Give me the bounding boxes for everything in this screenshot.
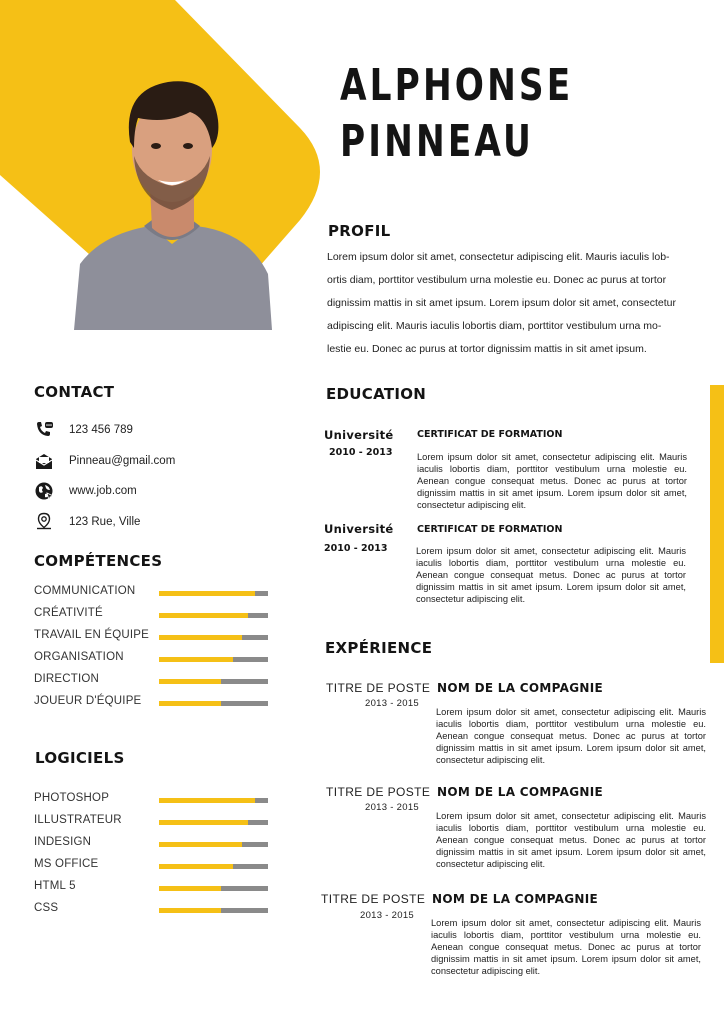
profile-line: ortis diam, porttitor vestibulum urna molestie eu. Donec ac purus at tortor bbox=[327, 274, 667, 286]
skill-label: COMMUNICATION bbox=[34, 585, 136, 597]
job-years: 2013 - 2015 bbox=[365, 698, 420, 709]
contact-phone-text: 123 456 789 bbox=[69, 424, 133, 436]
software-label: HTML 5 bbox=[34, 880, 76, 892]
job-position: TITRE DE POSTE bbox=[321, 892, 426, 906]
skill-bar bbox=[159, 679, 268, 684]
side-accent-bar bbox=[710, 385, 724, 663]
software-row bbox=[34, 813, 270, 831]
software-bar bbox=[159, 886, 268, 891]
profile-line: dignissim mattis in sit amet ipsum. Lorem ipsum dolor sit amet, consectetur bbox=[327, 297, 676, 309]
software-bar bbox=[159, 798, 268, 803]
skill-bar bbox=[159, 657, 268, 662]
skill-label: JOUEUR D'ÉQUIPE bbox=[34, 695, 142, 707]
job-years: 2013 - 2015 bbox=[365, 802, 420, 813]
software-row bbox=[34, 901, 270, 919]
education-degree: CERTIFICAT DE FORMATION bbox=[417, 524, 563, 535]
skill-row bbox=[34, 584, 270, 602]
software-label: MS OFFICE bbox=[34, 858, 99, 870]
software-bar-fill bbox=[159, 886, 221, 891]
software-bar bbox=[159, 820, 268, 825]
contact-website[interactable] bbox=[34, 480, 137, 502]
last-name: PINNEAU bbox=[340, 116, 535, 167]
job-description: Lorem ipsum dolor sit amet, consectetur adipiscing elit. Mauris iaculis lobortis diam, porttitor vestibulum urna molestie eu. Aenean congue consequat metus. Donec ac purus at tortor dignissim mattis in sit amet ipsum. Lorem ipsum dolor sit amet, consectetur adipiscing elit. bbox=[436, 707, 706, 765]
profile-photo bbox=[72, 68, 272, 330]
location-pin-icon bbox=[34, 512, 54, 532]
skill-bar-fill bbox=[159, 635, 242, 640]
software-label: CSS bbox=[34, 902, 59, 914]
software-title: LOGICIELS bbox=[35, 749, 125, 767]
education-degree: CERTIFICAT DE FORMATION bbox=[417, 429, 563, 440]
software-bar bbox=[159, 842, 268, 847]
phone-icon bbox=[34, 420, 54, 440]
education-description: Lorem ipsum dolor sit amet, consectetur adipiscing elit. Mauris iaculis lobortis diam, porttitor vestibulum urna molestie eu. Aenean congue consequat metus. Donec ac purus at tortor dignissim mattis in sit amet ipsum. Lorem ipsum dolor sit amet, consectetur adipiscing elit. bbox=[416, 546, 686, 604]
education-years: 2010 - 2013 bbox=[329, 447, 393, 458]
education-school: Université bbox=[324, 428, 394, 442]
skill-label: DIRECTION bbox=[34, 673, 100, 685]
contact-address bbox=[34, 511, 141, 533]
skill-bar bbox=[159, 635, 268, 640]
mail-icon bbox=[34, 451, 54, 471]
software-label: ILLUSTRATEUR bbox=[34, 814, 122, 826]
skills-title: COMPÉTENCES bbox=[34, 552, 163, 570]
skill-bar bbox=[159, 701, 268, 706]
skill-bar-fill bbox=[159, 591, 255, 596]
contact-title: CONTACT bbox=[34, 383, 115, 401]
job-company: NOM DE LA COMPAGNIE bbox=[432, 892, 598, 906]
profile-text bbox=[327, 246, 707, 361]
software-row bbox=[34, 879, 270, 897]
profile-line: Lorem ipsum dolor sit amet, consectetur adipiscing elit. Mauris iaculis lob- bbox=[327, 251, 670, 263]
education-title: EDUCATION bbox=[326, 385, 427, 403]
profile-line: lestie eu. Donec ac purus at tortor dignissim mattis in sit amet ipsum. bbox=[327, 343, 647, 355]
contact-email[interactable] bbox=[34, 450, 176, 472]
education-school: Université bbox=[324, 522, 394, 536]
skill-label: TRAVAIL EN ÉQUIPE bbox=[34, 629, 150, 641]
skill-row bbox=[34, 672, 270, 690]
software-bar-fill bbox=[159, 820, 248, 825]
globe-icon bbox=[34, 481, 54, 501]
software-bar-fill bbox=[159, 864, 233, 869]
skill-bar-fill bbox=[159, 679, 221, 684]
skill-bar bbox=[159, 613, 268, 618]
software-label: INDESIGN bbox=[34, 836, 92, 848]
contact-website-text[interactable]: www.job.com bbox=[69, 485, 137, 497]
contact-phone bbox=[34, 419, 133, 441]
software-bar-fill bbox=[159, 908, 221, 913]
software-bar-fill bbox=[159, 798, 255, 803]
contact-email-text[interactable]: Pinneau@gmail.com bbox=[69, 455, 176, 467]
contact-address-text: 123 Rue, Ville bbox=[69, 516, 141, 528]
job-company: NOM DE LA COMPAGNIE bbox=[437, 785, 603, 799]
job-company: NOM DE LA COMPAGNIE bbox=[437, 681, 603, 695]
skill-row bbox=[34, 650, 270, 668]
skill-bar-fill bbox=[159, 701, 221, 706]
skill-bar bbox=[159, 591, 268, 596]
education-description: Lorem ipsum dolor sit amet, consectetur adipiscing elit. Mauris iaculis lobortis diam, porttitor vestibulum urna molestie eu. Aenean congue consequat metus. Donec ac purus at tortor dignissim mattis in sit amet ipsum. Lorem ipsum dolor sit amet, consectetur adipiscing elit. bbox=[417, 452, 687, 510]
software-bar-fill bbox=[159, 842, 242, 847]
software-row bbox=[34, 857, 270, 875]
skill-label: ORGANISATION bbox=[34, 651, 124, 663]
education-years: 2010 - 2013 bbox=[324, 543, 388, 554]
skill-row bbox=[34, 628, 270, 646]
profile-title: PROFIL bbox=[328, 222, 391, 240]
job-position: TITRE DE POSTE bbox=[326, 681, 431, 695]
skill-row bbox=[34, 694, 270, 712]
profile-line: adipiscing elit. Mauris iaculis lobortis diam, porttitor vestibulum urna mo- bbox=[327, 320, 662, 332]
skill-bar-fill bbox=[159, 657, 233, 662]
software-row bbox=[34, 791, 270, 809]
job-position: TITRE DE POSTE bbox=[326, 785, 431, 799]
software-bar bbox=[159, 908, 268, 913]
software-label: PHOTOSHOP bbox=[34, 792, 110, 804]
software-row bbox=[34, 835, 270, 853]
job-description: Lorem ipsum dolor sit amet, consectetur adipiscing elit. Mauris iaculis lobortis diam, porttitor vestibulum urna molestie eu. Aenean congue consequat metus. Donec ac purus at tortor dignissim mattis in sit amet ipsum. Lorem ipsum dolor sit amet, consectetur adipiscing elit. bbox=[436, 811, 706, 869]
software-bar bbox=[159, 864, 268, 869]
experience-title: EXPÉRIENCE bbox=[325, 639, 433, 657]
job-description: Lorem ipsum dolor sit amet, consectetur adipiscing elit. Mauris iaculis lobortis diam, porttitor vestibulum urna molestie eu. Aenean congue consequat metus. Donec ac purus at tortor dignissim mattis in sit amet ipsum. Lorem ipsum dolor sit amet, consectetur adipiscing elit. bbox=[431, 918, 701, 976]
skill-row bbox=[34, 606, 270, 624]
job-years: 2013 - 2015 bbox=[360, 910, 415, 921]
skill-label: CRÉATIVITÉ bbox=[34, 607, 103, 619]
first-name: ALPHONSE bbox=[340, 60, 574, 111]
skill-bar-fill bbox=[159, 613, 248, 618]
